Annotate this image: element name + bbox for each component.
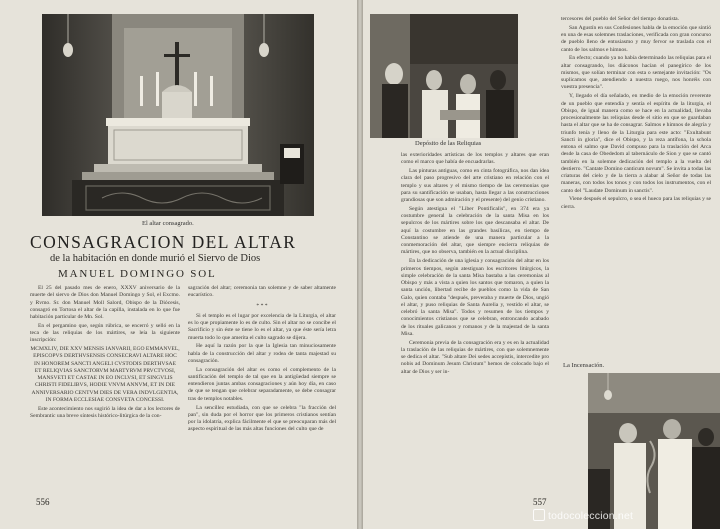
- paragraph: Y, llegado el día señalado, en medio de la emoción reverente de un pueblo que entendía y sentía el espíritu de la liturgia, el Obispo, de igual manera como se hace en la actualidad, llevaba procesionalmente las reliquias desde el sitio en que se guardaban hasta el altar que se ha de consagrar. Salmos e himnos de alegría y triunfo tenía y lleno de la Liturgia para este acto: "Exultabunt Sancti in gloria", dice el Obispo, y la reza antífona, la schola entona el salmo que David compuso para la traslación del Arca desde la casa de Obededom al tabernáculo de Sion y que se cantó también en la solemne dedicación del templo a la vuelta del destierro. "Cantate Domino canticum novum". Se invita a todas las criaturas del cielo y de la tierra a alabar al Señor de todas las maneras, con todos los tonos y con todos los instrumentos, con el canto del "Laudate Dominum in sanctis".: [561, 93, 711, 194]
- paragraph: Las pinturas antiguas, como en cinta fotográfica, nos dan idea clara del paso progresivo del arte cristiano en relación con el templo y sus altares y el mismo tiempo de las ceremonias que para su santificación se usaban, hasta llegar a las construcciones grandiosas que son admiración y el presente) del genio cristiano.: [401, 168, 549, 204]
- right-page: [363, 0, 720, 529]
- altar-photo-image: [42, 14, 314, 216]
- paragraph: El 25 del pasado mes de enero, XXXV aniversario de la muerte del siervo de Dios don Manuel Domingo y Sol, el Excmo. y Rvmo. Sr. don Manuel Moll Salord, Obispo de la Diócesis, consagró en Tortosa el altar de la capilla, instalada en lo que fue habitación particular de Mn. Sol.: [30, 285, 180, 320]
- paragraph: Este acontecimiento nos sugirió la idea de dar a los lectores de Sembrantic una breve síntesis histórico-litúrgica de la con-: [30, 405, 180, 420]
- paragraph: En el pergamino que, según rúbrica, se encerró y selló en la teca de las reliquias de los mártires, se leía la siguiente inscripción:: [30, 322, 180, 344]
- paragraph: Viene después el sepulcro, o sea el hueco para las reliquias y se cierra.: [561, 196, 711, 210]
- relics-photo-image: [370, 14, 518, 138]
- incense-photo: [588, 373, 720, 529]
- altar-photo: [42, 14, 314, 216]
- paragraph: Ceremonia previa de la consagración era y es en la actualidad la traslación de las reliquias de mártires, con que solemnemente se dedica el altar. "Sub altare Dei sedes accepistis, intercedite pro nobis ad Dominum Jesum Christum" hemos de colocado bajo el altar de Dios y ser in-: [401, 339, 549, 375]
- relics-photo: [370, 14, 518, 138]
- paragraph: En la dedicación de una iglesia y consagración del altar en los primeros tiempos, según atestiguan los escritores litúrgicos, la simple celebración de la santa Misa bastaba a las ceremonias al Obispo y más a vista a quien los santos que tomaron, a quien la santa unción, libertad recibe de pueblos como la vida de San Galo, quien contaba "después, preveraba y muerte de Dios, ungió el altar, y puso reliquias de Santa Aurelia y, vestido el altar, se celebró la santa Misa". Todos y resumen de los tiempos y conocimientos cristianos que se celebran, entroncando acabado de los rituales galicanos y romanos y de la majestad de la santa Misa.: [401, 258, 549, 337]
- right-page-number: 557: [533, 497, 547, 507]
- left-page-column-2: [188, 285, 336, 500]
- paragraph: sagración del altar; ceremonia tan solemne y de saber altamente eucarístico.: [188, 285, 336, 299]
- article-title: CONSAGRACION DEL ALTAR: [30, 232, 297, 252]
- left-page: [0, 0, 357, 529]
- paragraph: He aquí la razón por la que la Iglesia tan minuciosamente habla de la construcción del altar y rodea de tanta majestad su consagración.: [188, 343, 336, 364]
- latin-inscription: MCMXLIV, DIE XXV MENSIS IANVARII, EGO EMMANVEL, EPISCOPVS DERTHVSENSIS CONSECRAVI ALTARE HOC IN HONOREM SANCTI ANGELI CVSTODIS DERTHVSAE ET RELIQVIAS SANCTORVM MARTYRVM PRVCTVOSI, MANSVETI ET CASTAE IN EO INCLVSI, ET SINGVLIS CHRISTI FIDELIBVS, HODIE VNVM ANNVM, ET IN DIE ANNIVERSARIO CENTVM DIES DE VERA INDVLGENTIA, IN FORMA ECCLESIAE CONSVETA CONCESSI.: [30, 346, 180, 403]
- incense-photo-image: [588, 373, 720, 529]
- article-subtitle: de la habitación en donde murió el Siervo de Dios: [50, 253, 261, 264]
- section-divider: * * *: [256, 302, 268, 309]
- left-page-column-1: [30, 285, 180, 495]
- paragraph: San Agustín en sus Confesiones habla de la emoción que sintió en una de esas solemnes traslaciones, verificada con gran concurso de pueblo lleno de entusiasmo y muy fervor se traslada con el canto de los salmos e himnos.: [561, 24, 711, 53]
- altar-photo-caption: El altar consagrado.: [142, 220, 194, 227]
- watermark-badge-icon: [533, 509, 545, 521]
- relics-photo-caption: Depósito de las Reliquias: [415, 140, 482, 147]
- right-page-column-2: [561, 16, 711, 358]
- watermark: todocoleccion.net: [533, 509, 633, 522]
- article-subject-name: MANUEL DOMINGO SOL: [58, 268, 217, 280]
- left-page-number: 556: [36, 497, 50, 507]
- incense-photo-caption: La Incensación.: [563, 362, 605, 369]
- paragraph: La sencillez estudiada, con que se celebra "la fracción del pan", sin duda por el horror que los primeros cristianos sentían por la idolatría, explica fácilmente el que se preocuparan más del aspecto espiritual de las más altas funciones del culto que de: [188, 404, 336, 433]
- paragraph: Si el templo es el lugar por excelencia de la Liturgia, el altar es lo que propiamente lo es de culto. Sin el altar no se concibe el Sacrificio y sin éste se tiene lo es el altar, ya que éste sería letra muerta todo lo que amerita el culto sagrado se dijera.: [188, 312, 336, 341]
- paragraph: las exterioridades artísticas de los templos y altares que eran como el marco que había de encuadrarlas.: [401, 152, 549, 166]
- paragraph: La consagración del altar es como el complemento de la santificación del templo de tal que en la antigüedad siempre se entendieron juntas ambas consagraciones y aún hoy día, en caso de que se tengan que celebrar separadamente, se debe consagrar tras de templos notables.: [188, 366, 336, 402]
- paragraph: En efecto; cuando ya no había determinado las reliquias para el altar consagrando, los diáconos hacían el panegírico de los mismos, que solían terminar con esta o semejante invitación: "Os suplicamos que, atendiendo a nuestra ruego, nos honréis con vuestra presencia".: [561, 55, 711, 91]
- paragraph: tercesores del pueblo del Señor del tiempo donatista.: [561, 16, 680, 22]
- right-page-column-1: [401, 152, 549, 522]
- paragraph: Según atestigua el "Liber Pontificalis", en 374 era ya costumbre general la celebración de la santa Misa en los sepulcros de los mártires sobre los que descansaba el altar. De aquí la costumbre en las grandes basílicas, en tiempo de Constantino se atiende de una manera particular a la conmemoración del altar, que siempre encierra reliquias de mártires, que no observa, también en la actual disciplina.: [401, 205, 549, 256]
